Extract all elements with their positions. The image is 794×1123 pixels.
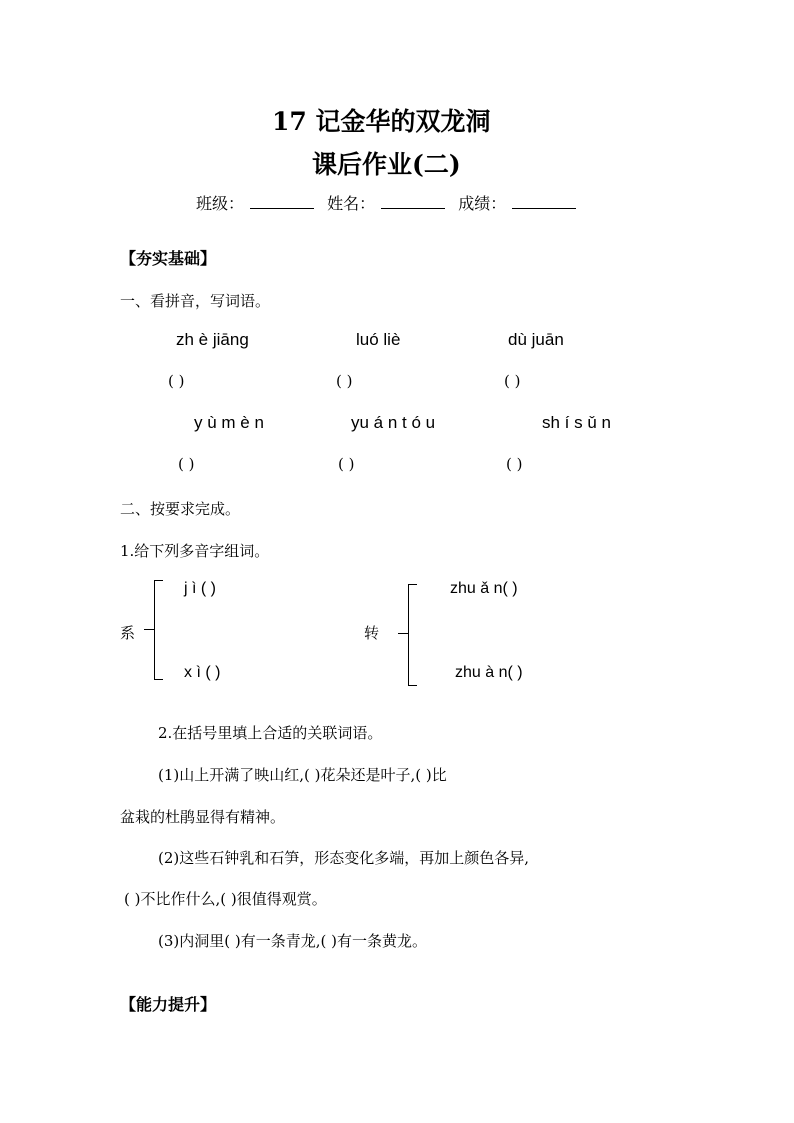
polyphone-zhuan4[interactable]: zhu à n( ) [455, 664, 523, 681]
name-field[interactable] [381, 194, 445, 209]
class-field[interactable] [250, 194, 314, 209]
pinyin-5: yu á n t ó u [351, 413, 436, 432]
polyphone-ji[interactable]: j ì ( ) [184, 580, 216, 597]
class-label: 班级： [196, 194, 245, 213]
pinyin-4: y ù m è n [194, 413, 264, 432]
polyphone-char-zhuan: 转 [364, 624, 380, 642]
student-info-row [196, 191, 576, 214]
pinyin-6: sh í s ǔ n [542, 413, 611, 432]
section-header-advanced: 【能力提升】 [120, 995, 217, 1014]
brace-left-1 [154, 580, 163, 680]
q2-2-item2-line1: (2)这些石钟乳和石笋，形态变化多端，再加上颜色各异, [158, 849, 530, 867]
q2-2-prompt: 2.在括号里填上合适的关联词语。 [158, 724, 383, 742]
answer-blank-3[interactable]: ( ) [504, 372, 521, 390]
q2-2-item3: (3)内洞里( )有一条青龙,( )有一条黄龙。 [158, 932, 427, 950]
answer-blank-5[interactable]: ( ) [338, 455, 355, 473]
answer-blank-4[interactable]: ( ) [178, 455, 195, 473]
q2-1-prompt: 1.给下列多音字组词。 [120, 542, 270, 560]
answer-blank-2[interactable]: ( ) [336, 372, 353, 390]
pinyin-1: zh è jiāng [176, 330, 249, 349]
q1-prompt: 一、看拼音，写词语。 [120, 292, 271, 310]
score-field[interactable] [512, 194, 576, 209]
q2-2-item1-line2: 盆栽的杜鹃显得有精神。 [120, 808, 286, 826]
q2-2-item2-line2: ( )不比作什么,( )很值得观赏。 [124, 890, 327, 908]
answer-blank-6[interactable]: ( ) [506, 455, 523, 473]
pinyin-2: luó liè [356, 330, 401, 349]
q2-2-item1-line1: (1)山上开满了映山红,( )花朵还是叶子,( )比 [158, 766, 447, 784]
polyphone-zhuan3[interactable]: zhu ǎ n( ) [450, 580, 518, 597]
polyphone-xi[interactable]: x ì ( ) [184, 664, 221, 681]
pinyin-3: dù juān [508, 330, 564, 349]
worksheet-title: 17 记金华的双龙洞 [272, 107, 491, 136]
answer-blank-1[interactable]: ( ) [168, 372, 185, 390]
name-label: 姓名： [327, 194, 376, 213]
brace-tick-2 [398, 633, 408, 634]
worksheet-subtitle: 课后作业(二) [312, 150, 461, 179]
brace-tick-1 [144, 629, 154, 630]
score-label: 成绩： [458, 194, 507, 213]
polyphone-char-xi: 系 [120, 624, 136, 642]
section-header-basic: 【夯实基础】 [120, 249, 217, 268]
q2-prompt: 二、按要求完成。 [120, 500, 241, 518]
brace-left-2 [408, 584, 417, 686]
